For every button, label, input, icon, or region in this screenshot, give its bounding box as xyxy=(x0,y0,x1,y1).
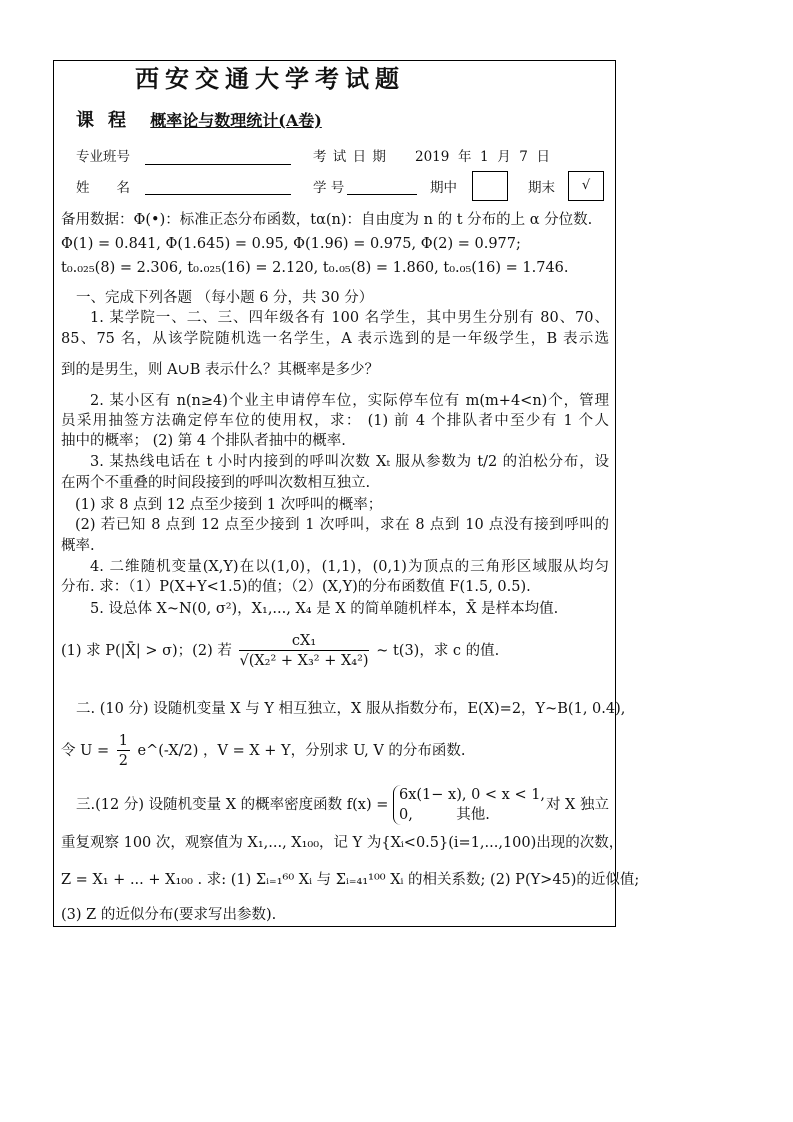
midterm-label: 期中 xyxy=(430,180,457,196)
final-checkbox[interactable]: √ xyxy=(568,171,604,201)
section3-line-3: Z = X₁ + ... + X₁₀₀ . 求: (1) Σᵢ₌₁⁶⁰ Xᵢ 与 Σᵢ₌₄₁¹⁰⁰ Xᵢ 的相关系数; (2) P(Y>45)的近似值; xyxy=(61,872,640,888)
section3-line-4: (3) Z 的近似分布(要求写出参数). xyxy=(61,907,277,923)
section3-piecewise xyxy=(393,785,545,825)
major-class-label: 专业班号 xyxy=(76,149,130,165)
section3-prefix: 三.(12 分) 设随机变量 X 的概率密度函数 f(x) = xyxy=(76,797,389,813)
section2-fraction xyxy=(117,732,130,771)
major-class-input[interactable] xyxy=(145,164,291,165)
student-id-label: 学 号 xyxy=(313,180,345,196)
q3-line: 概率. xyxy=(61,538,95,554)
section2-frac-num: 1 xyxy=(118,732,128,749)
q2-line: 员采用抽签方法确定停车位的使用权，求： (1) 前 4 个排队者中至少有 1 个人 xyxy=(61,413,609,429)
q1-line: 到的是男生，则 A∪B 表示什么？其概率是多少？ xyxy=(61,362,379,378)
midterm-checkbox[interactable] xyxy=(472,171,508,201)
q2-line: 抽中的概率； (2) 第 4 个排队者抽中的概率. xyxy=(61,433,346,449)
q5-part2: ~ t(3)，求 c 的值. xyxy=(376,643,500,659)
section2-formula-line xyxy=(61,730,609,772)
section3-suffix: 对 X 独立 xyxy=(545,797,609,813)
section2-suffix: ，V = X + Y，分别求 U, V 的分布函数. xyxy=(203,743,466,759)
q4-line: 4. 二维随机变量(X,Y)在以(1,0)，(1,1)，(0,1)为顶点的三角形区域服从均匀 xyxy=(90,559,609,575)
section1-heading: 一、完成下列各题 （每小题 6 分，共 30 分） xyxy=(76,290,374,306)
q3-line: (1) 求 8 点到 12 点至少接到 1 次呼叫的概率； xyxy=(75,497,383,513)
q4-line: 分布. 求：（1）P(X+Y<1.5)的值；（2）(X,Y)的分布函数值 F(1.5, 0.5). xyxy=(61,579,531,595)
q5-line: 5. 设总体 X~N(0, σ²)，X₁,..., X₄ 是 X 的简单随机样本，X̄ 是样本均值. xyxy=(90,601,559,617)
exam-date-label: 考 试 日 期 xyxy=(313,149,387,165)
name-input[interactable] xyxy=(145,194,291,195)
section2-exp: e^(-X/2) xyxy=(137,743,199,759)
exam-date: 2019 年 1 月 7 日 xyxy=(415,149,550,165)
name-label: 姓 名 xyxy=(76,180,130,196)
reference-line-3: t₀.₀₂₅(8) = 2.306, t₀.₀₂₅(16) = 2.120, t₀.₀₅(8) = 1.860, t₀.₀₅(16) = 1.746. xyxy=(61,260,569,276)
section3-line-2: 重复观察 100 次，观察值为 X₁,..., X₁₀₀，记 Y 为{Xᵢ<0.5}(i=1,...,100)出现的次数， xyxy=(61,835,624,851)
q3-line: 在两个不重叠的时间段接到的呼叫次数相互独立. xyxy=(61,475,371,491)
q5-part1: (1) 求 P(|X̄| > σ)；(2) 若 xyxy=(61,643,232,659)
q5-formula-line xyxy=(61,630,609,672)
q1-line: 1. 某学院一、二、三、四年级各有 100 名学生，其中男生分别有 80、70、 xyxy=(90,310,609,326)
reference-line-1: 备用数据：Φ(•)：标准正态分布函数，tα(n)：自由度为 n 的 t 分布的上 α 分位数. xyxy=(61,212,593,228)
section2-frac-den: 2 xyxy=(118,752,128,769)
course-name: 概率论与数理统计(A卷) xyxy=(150,111,322,130)
final-label: 期末 xyxy=(528,180,555,196)
reference-line-2: Φ(1) = 0.841, Φ(1.645) = 0.95, Φ(1.96) = 0.975, Φ(2) = 0.977; xyxy=(61,236,521,252)
section3-formula-line xyxy=(76,784,609,826)
section3-case-1: 6x(1− x), 0 < x < 1, xyxy=(398,787,546,803)
q5-fraction xyxy=(239,632,368,671)
course-line xyxy=(76,108,322,134)
exam-title: 西安交通大学考试题 xyxy=(135,64,405,93)
course-label: 课程 xyxy=(76,110,140,131)
q1-line: 85、75 名，从该学院随机选一名学生，A 表示选到的是一年级学生，B 表示选 xyxy=(61,331,609,347)
q5-denominator: √(X₂² + X₃² + X₄²) xyxy=(239,652,369,669)
section2-line-1: 二. (10 分) 设随机变量 X 与 Y 相互独立，X 服从指数分布，E(X)=2，Y~B(1, 0.4), xyxy=(76,701,626,717)
section2-prefix: 令 U = xyxy=(61,743,110,759)
q3-line: (2) 若已知 8 点到 12 点至少接到 1 次呼叫，求在 8 点到 10 点没有接到呼叫的 xyxy=(75,517,609,533)
section3-case-2: 0, 其他. xyxy=(398,807,490,823)
student-id-input[interactable] xyxy=(347,194,417,195)
q5-numerator: cX₁ xyxy=(239,632,368,651)
q3-line: 3. 某热线电话在 t 小时内接到的呼叫次数 Xₜ 服从参数为 t/2 的泊松分布，设 xyxy=(90,454,609,470)
q2-line: 2. 某小区有 n(n≥4)个业主申请停车位，实际停车位有 m(m+4<n)个，管理 xyxy=(90,393,609,409)
